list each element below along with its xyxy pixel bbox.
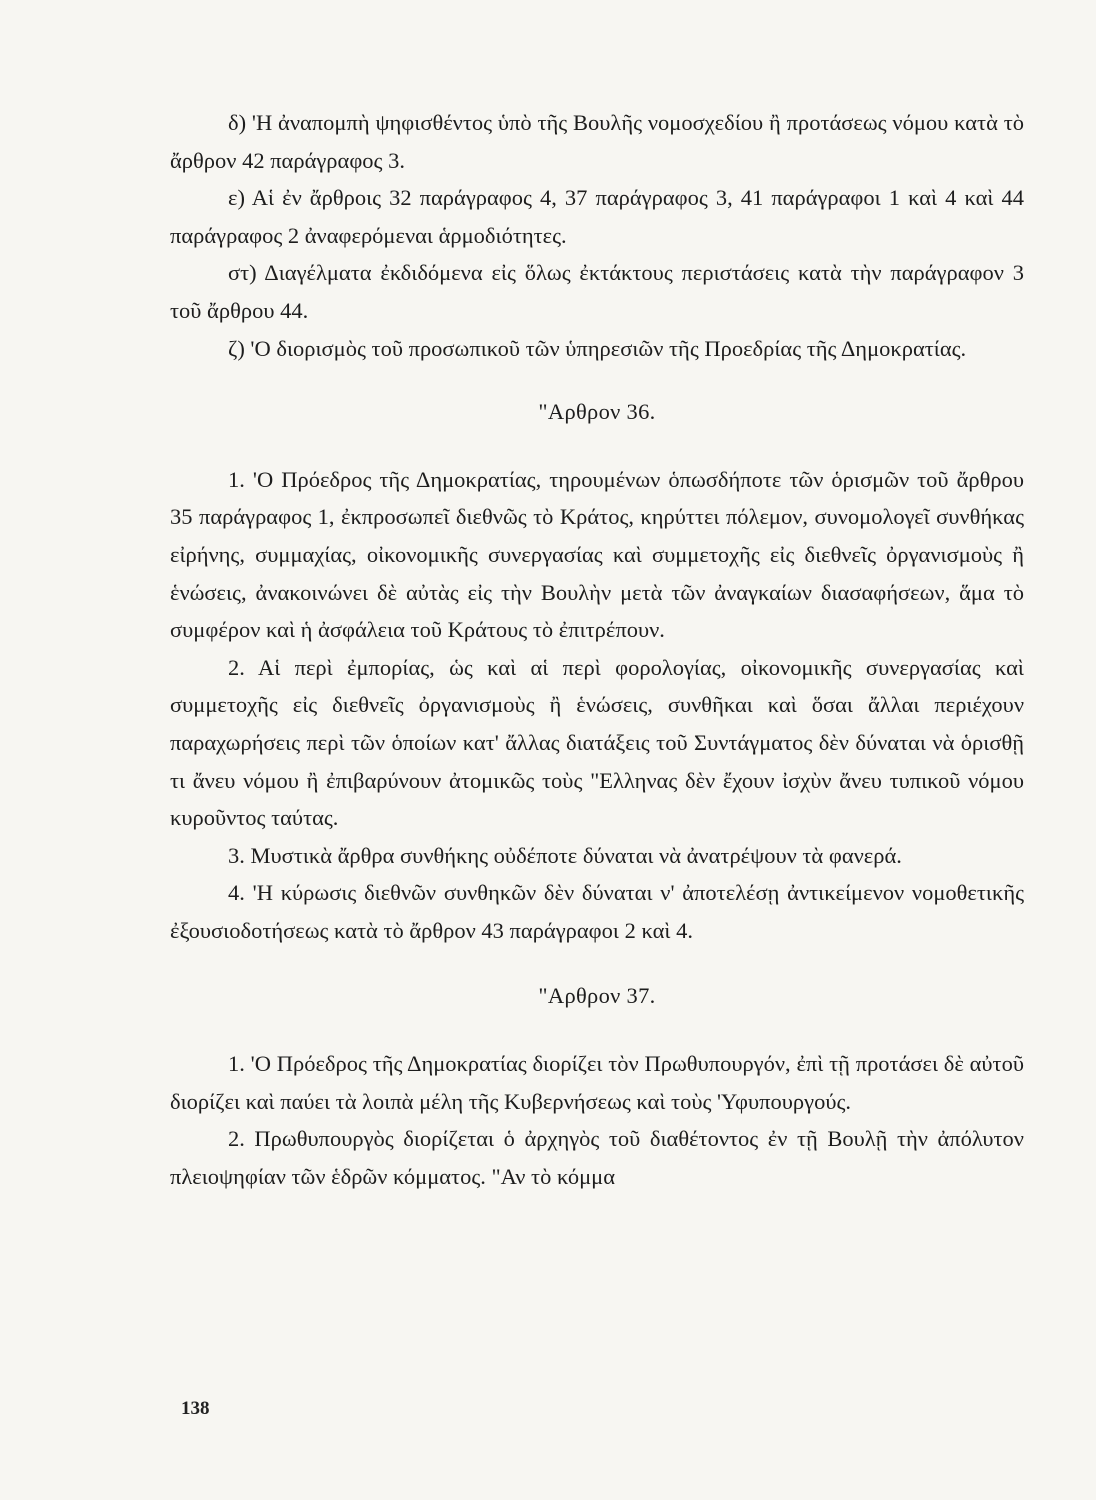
article-36-paragraph-2: 2. Αἱ περὶ ἐμπορίας, ὡς καὶ αἱ περὶ φορολογίας, οἰκονομικῆς συνεργασίας καὶ συμμετοχῆς εἰς διεθνεῖς ὀργανισμοὺς ἢ ἑνώσεις, συνθῆκαι καὶ ὅσαι ἄλλαι περιέχουν παραχωρήσεις περὶ τῶν ὁποίων κατ' ἄλλας διατάξεις τοῦ Συντάγματος δὲν δύναται νὰ ὁρισθῇ τι ἄνευ νόμου ἢ ἐπιβαρύνουν ἀτομικῶς τοὺς "Ελληνας δὲν ἔχουν ἰσχὺν ἄνευ τυπικοῦ νόμου κυροῦντος ταύτας. xyxy=(170,654,1024,831)
paragraph-e: ε) Αἱ ἐν ἄρθροις 32 παράγραφος 4, 37 παράγραφος 3, 41 παράγραφοι 1 καὶ 4 καὶ 44 παράγραφος 2 ἀναφερόμεναι ἁρμοδιότητες. xyxy=(170,185,1024,248)
article-37-paragraph-1: 1. 'Ο Πρόεδρος τῆς Δημοκρατίας διορίζει τὸν Πρωθυπουργόν, ἐπὶ τῇ προτάσει δὲ αὐτοῦ διορίζει καὶ παύει τὰ λοιπὰ μέλη τῆς Κυβερνήσεως καὶ τοὺς 'Υφυπουργούς. xyxy=(170,1051,1024,1114)
paragraph-st: στ) Διαγέλματα ἐκδιδόμενα εἰς ὅλως ἐκτάκτους περιστάσεις κατὰ τὴν παράγραφον 3 τοῦ ἄρθρου 44. xyxy=(170,260,1024,323)
article-36-paragraph-4: 4. 'Η κύρωσις διεθνῶν συνθηκῶν δὲν δύναται ν' ἀποτελέσῃ ἀντικείμενον νομοθετικῆς ἐξουσιοδοτήσεως κατὰ τὸ ἄρθρον 43 παράγραφοι 2 καὶ 4. xyxy=(170,880,1024,943)
paragraph-z: ζ) 'Ο διορισμὸς τοῦ προσωπικοῦ τῶν ὑπηρεσιῶν τῆς Προεδρίας τῆς Δημοκρατίας. xyxy=(228,335,967,361)
article-36-heading: "Αρθρον 36. xyxy=(538,399,656,425)
article-37-paragraph-2: 2. Πρωθυπουργὸς διορίζεται ὁ ἀρχηγὸς τοῦ διαθέτοντος ἐν τῇ Βουλῇ τὴν ἀπόλυτον πλειοψηφίαν τῶν ἑδρῶν κόμματος. "Αν τὸ κόμμα xyxy=(170,1126,1024,1189)
body-text xyxy=(170,104,1024,1195)
article-36-paragraph-1: 1. 'Ο Πρόεδρος τῆς Δημοκρατίας, τηρουμένων ὁπωσδήποτε τῶν ὁρισμῶν τοῦ ἄρθρου 35 παράγραφος 1, ἐκπροσωπεῖ διεθνῶς τὸ Κράτος, κηρύττει πόλεμον, συνομολογεῖ συνθήκας εἰρήνης, συμμαχίας, οἰκονομικῆς συνεργασίας καὶ συμμετοχῆς εἰς διεθνεῖς ὀργανισμοὺς ἢ ἑνώσεις, ἀνακοινώνει δὲ αὐτὰς εἰς τὴν Βουλὴν μετὰ τῶν ἀναγκαίων διασαφήσεων, ἅμα τὸ συμφέρον καὶ ἡ ἀσφάλεια τοῦ Κράτους τὸ ἐπιτρέπουν. xyxy=(170,466,1024,643)
page-number: 138 xyxy=(181,1398,210,1419)
article-37-heading: "Αρθρον 37. xyxy=(538,983,656,1009)
paragraph-d: δ) 'Η ἀναπομπὴ ψηφισθέντος ὑπὸ τῆς Βουλῆς νομοσχεδίου ἢ προτάσεως νόμου κατὰ τὸ ἄρθρον 42 παράγραφος 3. xyxy=(170,110,1024,173)
article-36-paragraph-3: 3. Μυστικὰ ἄρθρα συνθήκης οὐδέποτε δύναται νὰ ἀνατρέψουν τὰ φανερά. xyxy=(228,842,902,868)
